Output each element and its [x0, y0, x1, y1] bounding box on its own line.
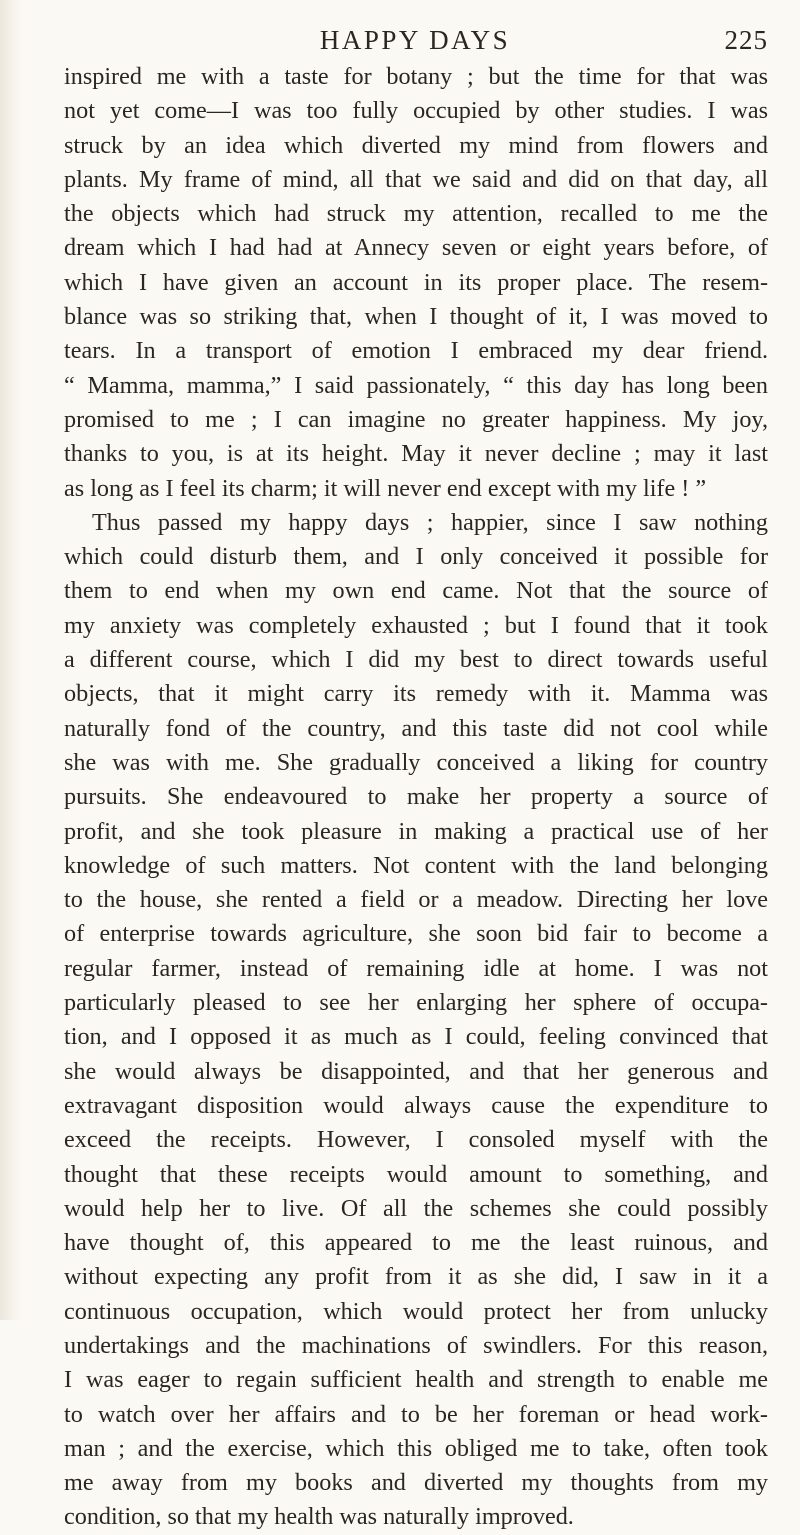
text-line: dream which I had had at Annecy seven or eight years before, of	[64, 234, 768, 262]
text-line: objects, that it might carry its remedy with it. Mamma was	[64, 680, 768, 708]
text-line: regular farmer, instead of remaining idle at home. I was not	[64, 954, 768, 982]
text-line: extravagant disposition would always cause the expenditure to	[64, 1091, 768, 1119]
text-line: which I have given an account in its proper place. The resem-	[64, 268, 768, 296]
text-line: naturally fond of the country, and this taste did not cool while	[64, 714, 768, 742]
text-line: to watch over her affairs and to be her foreman or head work-	[64, 1400, 768, 1428]
text-line: “ Mamma, mamma,” I said passionately, “ this day has long been	[64, 371, 768, 399]
text-line: a different course, which I did my best to direct towards useful	[64, 646, 768, 674]
text-line: she was with me. She gradually conceived a liking for country	[64, 748, 768, 776]
text-line: me away from my books and diverted my thoughts from my	[64, 1469, 768, 1497]
text-line: knowledge of such matters. Not content with the land belonging	[64, 851, 768, 879]
text-line: blance was so striking that, when I thought of it, I was moved to	[64, 303, 768, 331]
text-line: of enterprise towards agriculture, she soon bid fair to become a	[64, 920, 768, 948]
text-line: man ; and the exercise, which this obliged me to take, often took	[64, 1434, 768, 1462]
body-text	[64, 60, 768, 1535]
text-line: promised to me ; I can imagine no greater happiness. My joy,	[64, 405, 768, 433]
text-line: struck by an idea which diverted my mind from flowers and	[64, 131, 768, 159]
text-line: would help her to live. Of all the schemes she could possibly	[64, 1194, 768, 1222]
text-line: profit, and she took pleasure in making a practical use of her	[64, 817, 768, 845]
text-line: pursuits. She endeavoured to make her property a source of	[64, 783, 768, 811]
text-line: to the house, she rented a field or a meadow. Directing her love	[64, 886, 768, 914]
text-line: as long as I feel its charm; it will never end except with my life ! ”	[64, 474, 707, 502]
text-line: inspired me with a taste for botany ; but the time for that was	[64, 63, 768, 90]
paragraph-start-line: Thus passed my happy days ; happier, since I saw nothing	[92, 508, 768, 536]
text-line: them to end when my own end came. Not that the source of	[64, 577, 768, 605]
text-line: tion, and I opposed it as much as I could, feeling convinced that	[64, 1023, 768, 1051]
text-line: I was eager to regain sufficient health and strength to enable me	[64, 1366, 768, 1394]
text-line: plants. My frame of mind, all that we said and did on that day, all	[64, 165, 768, 193]
text-line: continuous occupation, which would protect her from unlucky	[64, 1297, 768, 1325]
text-line: tears. In a transport of emotion I embraced my dear friend.	[64, 337, 768, 365]
text-line: my anxiety was completely exhausted ; but I found that it took	[64, 611, 768, 639]
running-head: HAPPY DAYS	[319, 25, 511, 55]
text-line: have thought of, this appeared to me the least ruinous, and	[64, 1229, 768, 1257]
text-line: without expecting any profit from it as she did, I saw in it a	[64, 1263, 768, 1291]
page-header	[62, 22, 768, 58]
text-line: she would always be disappointed, and that her generous and	[64, 1057, 768, 1085]
text-line: which could disturb them, and I only conceived it possible for	[64, 543, 768, 571]
text-line: condition, so that my health was naturally improved.	[64, 1503, 574, 1531]
page-number: 225	[724, 25, 768, 55]
text-line: the objects which had struck my attention, recalled to me the	[64, 200, 768, 228]
text-line: thanks to you, is at its height. May it never decline ; may it last	[64, 440, 768, 468]
text-line: undertakings and the machinations of swindlers. For this reason,	[64, 1331, 768, 1359]
text-line: exceed the receipts. However, I consoled myself with the	[64, 1126, 768, 1154]
page-gutter-shadow	[0, 0, 22, 1320]
text-line: not yet come—I was too fully occupied by other studies. I was	[64, 97, 768, 125]
text-line: thought that these receipts would amount to something, and	[64, 1160, 768, 1188]
text-line: particularly pleased to see her enlarging her sphere of occupa-	[64, 989, 768, 1017]
